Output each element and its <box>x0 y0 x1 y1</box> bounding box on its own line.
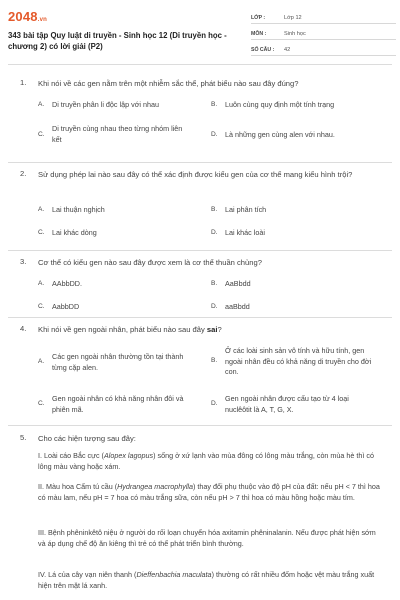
divider <box>8 64 392 65</box>
divider <box>8 162 392 163</box>
page-header <box>0 0 400 60</box>
question-text: Cơ thể có kiểu gen nào sau đây được xem là cơ thể thuần chủng? <box>38 258 262 267</box>
meta-value: 42 <box>284 47 291 53</box>
meta-row-grade <box>251 10 396 24</box>
document-title: 343 bài tập Quy luật di truyền - Sinh học 12 (Di truyền học - chương 2) có lời giải (P2) <box>8 31 227 51</box>
meta-value: Lớp 12 <box>284 15 302 21</box>
question-text-part: ? <box>217 325 222 334</box>
phenomenon-text: III. Bệnh phêninkêtô niệu ở người do rối loạn chuyển hóa axitamin phêninalanin. Nếu được phát hiện sớm và áp dụng chế độ ăn kiêng thì trẻ có thể phát triển bình thường. <box>38 528 376 548</box>
divider <box>8 250 392 251</box>
option-c[interactable] <box>38 124 198 146</box>
meta-label: MÔN : <box>251 31 267 37</box>
question-3 <box>0 257 400 317</box>
option-text: Các gen ngoài nhân thường tồn tại thành từng cặp alen. <box>52 352 184 372</box>
meta-label: LỚP : <box>251 15 266 21</box>
question-number: 2. <box>20 169 27 178</box>
meta-row-subject <box>251 26 396 40</box>
question-number: 1. <box>20 78 27 87</box>
meta-label: SỐ CÂU : <box>251 47 275 53</box>
option-text: Di truyền cùng nhau theo từng nhóm liên kết <box>52 124 183 144</box>
phenomenon-text: IV. Lá của cây vạn niên thanh ( <box>38 570 137 579</box>
option-letter: A. <box>38 101 45 108</box>
option-letter: C. <box>38 400 45 407</box>
option-text: Gen ngoài nhân có khả năng nhân đôi và phiên mã. <box>52 394 184 414</box>
option-text: aaBbdd <box>225 302 250 311</box>
site-logo[interactable] <box>8 9 47 24</box>
meta-row-count <box>251 42 396 56</box>
option-letter: A. <box>38 206 45 213</box>
option-letter: B. <box>211 280 218 287</box>
divider <box>8 317 392 318</box>
option-text: Ở các loài sinh sản vô tính và hữu tính, gen ngoài nhân đều có khả năng di truyền cho đời con. <box>225 346 372 376</box>
option-letter: D. <box>211 400 218 407</box>
option-letter: D. <box>211 131 218 138</box>
species-name: Hydrangea macrophylla <box>117 482 194 491</box>
phenomenon-2 <box>38 482 383 503</box>
divider <box>8 425 392 426</box>
option-letter: A. <box>38 358 45 365</box>
species-name: Dieffenbachia maculata <box>136 570 212 579</box>
option-letter: B. <box>211 101 218 108</box>
option-letter: A. <box>38 280 45 287</box>
option-text: AaBbdd <box>225 279 251 288</box>
option-c[interactable] <box>38 394 203 416</box>
option-text: Lai phân tích <box>225 205 267 214</box>
option-b[interactable] <box>211 346 386 380</box>
question-1 <box>0 78 400 158</box>
question-number: 3. <box>20 257 27 266</box>
phenomenon-1 <box>38 451 383 472</box>
question-text <box>38 324 383 335</box>
phenomenon-text: I. Loài cáo Bắc cực ( <box>38 451 104 460</box>
phenomenon-text: ) thay đổi phụ thuộc vào độ pH của đất: nếu pH < 7 thì hoa có màu lam, nếu pH = 7 hoa có màu trắng sữa, còn nếu pH > 7 thì hoa có màu hồng hoặc màu tím. <box>38 482 380 502</box>
option-letter: B. <box>211 357 218 364</box>
option-letter: C. <box>38 229 45 236</box>
option-text: Di truyền phân li độc lập với nhau <box>52 100 159 109</box>
phenomenon-text: ) sống ở xứ lạnh vào mùa đông có lông màu trắng, còn mùa hè thì có lông màu vàng hoặc xám. <box>38 451 374 471</box>
question-4 <box>0 324 400 424</box>
question-text-emphasis: sai <box>206 325 218 334</box>
option-text: Lai khác loài <box>225 228 265 237</box>
option-letter: D. <box>211 303 218 310</box>
document-meta <box>251 10 396 58</box>
option-letter: D. <box>211 229 218 236</box>
phenomenon-text: ) thường có rất nhiều đốm hoặc vệt màu trắng xuất hiện trên mặt lá xanh. <box>38 570 375 590</box>
question-number: 5. <box>20 433 27 442</box>
logo-suffix: .vn <box>37 17 48 23</box>
question-text: Khi nói về các gen nằm trên một nhiễm sắc thể, phát biểu nào sau đây đúng? <box>38 79 299 88</box>
option-letter: B. <box>211 206 218 213</box>
phenomenon-text: II. Màu hoa Cẩm tú cầu ( <box>38 482 118 491</box>
option-letter: C. <box>38 303 45 310</box>
question-5 <box>0 433 400 598</box>
meta-value: Sinh học <box>284 31 306 37</box>
question-2 <box>0 169 400 247</box>
phenomenon-3 <box>38 528 383 549</box>
option-d[interactable] <box>211 394 386 416</box>
option-letter: C. <box>38 131 45 138</box>
question-number: 4. <box>20 324 27 333</box>
option-text: Gen ngoài nhân được cấu tạo từ 4 loại nuclêôtit là A, T, G, X. <box>225 394 349 414</box>
option-text: Lai khác dòng <box>52 228 97 237</box>
phenomenon-4 <box>38 570 383 591</box>
option-text: Luôn cùng quy định một tính trạng <box>225 100 335 109</box>
option-a[interactable] <box>38 352 203 374</box>
option-text: Lai thuận nghịch <box>52 205 105 214</box>
option-text: AAbbDD. <box>52 279 82 288</box>
question-text: Sử dụng phép lai nào sau đây có thể xác định được kiểu gen của cơ thể mang kiểu hình trội? <box>38 170 353 179</box>
logo-text: 2048 <box>8 9 38 24</box>
option-text: AabbDD <box>52 302 80 311</box>
question-text-part: Khi nói về gen ngoài nhân, phát biểu nào sau đây <box>38 325 207 334</box>
option-text: Là những gen cùng alen với nhau. <box>225 130 335 139</box>
species-name: Alopex lagopus <box>103 451 154 460</box>
question-text: Cho các hiện tượng sau đây: <box>38 434 136 443</box>
